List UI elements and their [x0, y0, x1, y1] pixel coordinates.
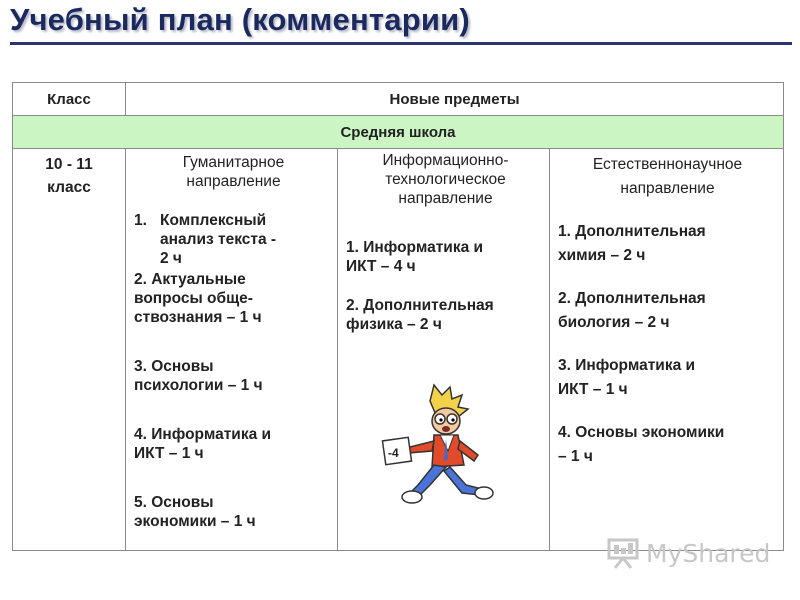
list-item — [134, 425, 333, 463]
item-text: ИКТ – 1 ч — [558, 381, 628, 398]
item-text: экономики – 1 ч — [134, 513, 256, 530]
item-text: 1. Информатика и — [346, 239, 484, 256]
list-item — [346, 238, 545, 276]
paper-grade: -4 — [388, 446, 399, 460]
item-text: 2. Актуальные — [134, 271, 246, 288]
class-cell — [13, 149, 126, 551]
humanities-cell — [126, 149, 338, 551]
item-text: физика – 2 ч — [346, 316, 442, 333]
natural-title-line: Естественнонаучное — [592, 156, 743, 173]
it-title-line: Информационно- — [382, 152, 509, 169]
table-row — [13, 149, 784, 551]
item-text: 5. Основы — [134, 494, 214, 511]
curriculum-table — [12, 82, 784, 551]
humanities-title-line: направление — [186, 173, 281, 190]
item-number: 1. — [134, 212, 147, 229]
it-title-line: технологическое — [385, 171, 506, 188]
item-text: психологии – 1 ч — [134, 377, 263, 394]
it-title-line: направление — [398, 190, 493, 207]
running-student-illustration — [374, 381, 494, 509]
it-title — [346, 151, 545, 208]
header-subjects: Новые предметы — [126, 83, 784, 116]
section-row — [13, 116, 784, 149]
list-item — [134, 270, 333, 327]
item-text: Комплексный — [160, 212, 267, 229]
humanities-title — [134, 153, 333, 191]
item-text: 3. Основы — [134, 358, 214, 375]
humanities-title-line: Гуманитарное — [182, 154, 285, 171]
item-text: анализ текста - — [160, 231, 277, 248]
list-item — [134, 211, 333, 268]
it-cell — [338, 149, 550, 551]
natural-title-line: направление — [620, 180, 715, 197]
list-item — [558, 423, 777, 466]
item-text: 3. Информатика и — [558, 357, 696, 374]
item-text: ствознания – 1 ч — [134, 309, 262, 326]
natural-sciences-cell — [550, 149, 784, 551]
title-underline — [10, 42, 792, 45]
list-item — [346, 296, 545, 334]
watermark-text: MyShared — [646, 538, 771, 568]
item-text: 4. Информатика и — [134, 426, 272, 443]
list-item — [558, 356, 777, 399]
item-text: 2. Дополнительная — [558, 290, 706, 307]
class-range: 10 - 11 — [45, 156, 93, 173]
item-text: 2 ч — [160, 250, 182, 267]
item-text: – 1 ч — [558, 448, 593, 465]
page-title: Учебный план (комментарии) — [10, 2, 470, 37]
list-item — [134, 493, 333, 531]
natural-title — [558, 155, 777, 198]
table-header-row — [13, 83, 784, 116]
watermark — [606, 537, 770, 569]
item-text: химия – 2 ч — [558, 247, 646, 264]
item-text: ИКТ – 1 ч — [134, 445, 204, 462]
class-word: класс — [47, 179, 91, 196]
section-title: Средняя школа — [13, 116, 784, 149]
item-text: 2. Дополнительная — [346, 297, 494, 314]
item-text: 4. Основы экономики — [558, 424, 725, 441]
list-item — [558, 289, 777, 332]
item-text: ИКТ – 4 ч — [346, 258, 416, 275]
presentation-board-icon — [606, 537, 640, 569]
header-class: Класс — [13, 83, 126, 116]
item-text: 1. Дополнительная — [558, 223, 706, 240]
list-item — [558, 222, 777, 265]
item-text: вопросы обще- — [134, 290, 253, 307]
list-item — [134, 357, 333, 395]
item-text: биология – 2 ч — [558, 314, 670, 331]
